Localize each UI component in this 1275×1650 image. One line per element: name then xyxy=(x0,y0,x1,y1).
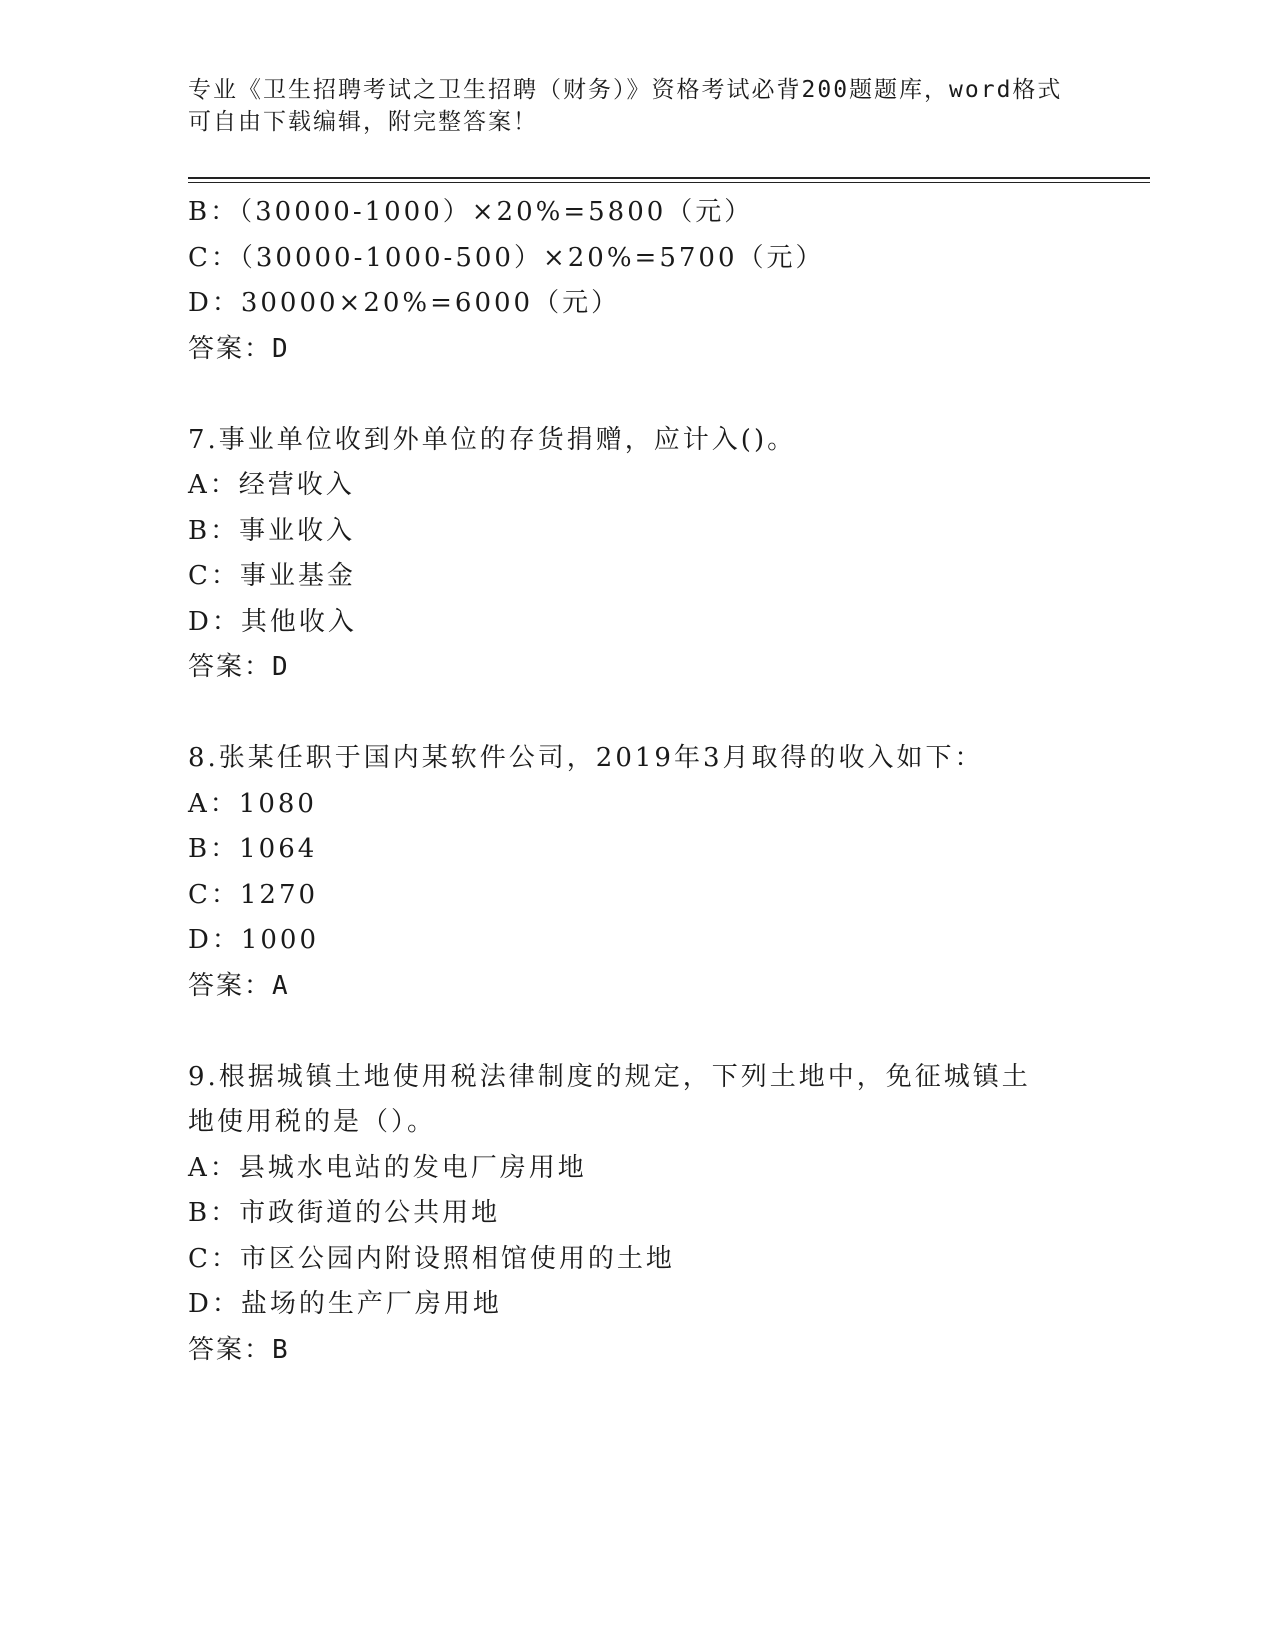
question-stem: 7.事业单位收到外单位的存货捐赠，应计入()。 xyxy=(188,424,797,455)
option-b: B：1064 xyxy=(188,834,318,864)
option-b: B：事业收入 xyxy=(188,515,356,546)
option-c: C：事业基金 xyxy=(188,561,356,591)
answer-line: 答案：A xyxy=(188,970,290,1001)
option-b: B：市政街道的公共用地 xyxy=(188,1198,501,1228)
option-d: D：1000 xyxy=(188,925,320,955)
option-a: A：经营收入 xyxy=(188,470,355,500)
question-9-block xyxy=(188,1055,1088,1374)
option-d: D：盐场的生产厂房用地 xyxy=(188,1289,502,1319)
option-a: A：1080 xyxy=(188,788,317,819)
answer-line: 答案：D xyxy=(188,333,290,364)
answer-line: 答案：B xyxy=(188,1334,290,1365)
question-stem: 9.根据城镇土地使用税法律制度的规定，下列土地中，免征城镇土地使用税的是（）。 xyxy=(188,1061,1031,1137)
option-c: C：1270 xyxy=(188,879,319,910)
option-b: B：（30000-1000）×20%=5800（元） xyxy=(188,197,754,227)
option-c: C：市区公园内附设照相馆使用的土地 xyxy=(188,1243,675,1274)
header-line-2: 可自由下载编辑，附完整答案！ xyxy=(188,109,538,135)
previous-question-block xyxy=(188,190,1088,372)
document-header xyxy=(188,74,1068,138)
spacer xyxy=(188,372,1088,418)
answer-line: 答案：D xyxy=(188,652,290,682)
header-rule-thick xyxy=(188,177,1150,179)
option-c: C：（30000-1000-500）×20%=5700（元） xyxy=(188,242,825,273)
spacer xyxy=(188,1009,1088,1055)
header-rule-thin xyxy=(188,182,1150,183)
header-line-1: 专业《卫生招聘考试之卫生招聘（财务）》资格考试必背200题题库，word格式 xyxy=(188,77,1063,103)
option-d: D：其他收入 xyxy=(188,606,357,637)
option-a: A：县城水电站的发电厂房用地 xyxy=(188,1152,587,1183)
spacer xyxy=(188,691,1088,737)
question-stem: 8.张某任职于国内某软件公司，2019年3月取得的收入如下： xyxy=(188,743,984,773)
question-8-block xyxy=(188,736,1088,1009)
option-d: D：30000×20%=6000（元） xyxy=(188,288,621,318)
question-7-block xyxy=(188,418,1088,691)
question-content xyxy=(188,190,1088,1373)
